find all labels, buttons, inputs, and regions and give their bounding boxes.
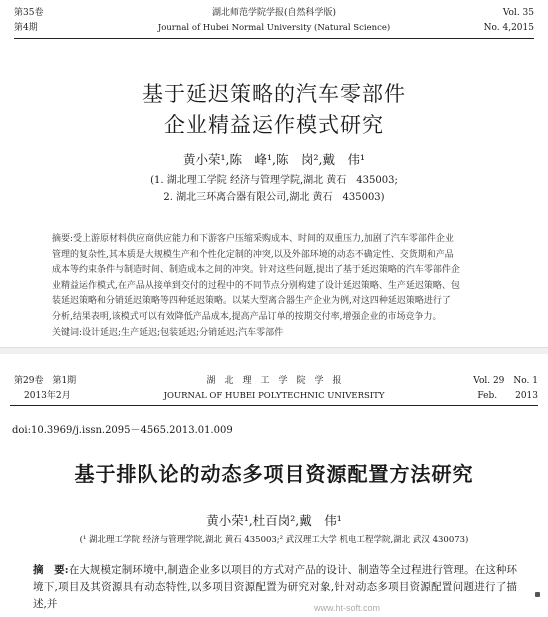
abstract-line: 业精益运作模式,在产品从接单到交付的过程中的不同节点分别构建了设计延迟策略、生产延迟策略、包 [52, 280, 460, 291]
paper2-header-journal-en: JOURNAL OF HUBEI POLYTECHNIC UNIVERSITY [163, 391, 385, 401]
paper1-title-line2: 企业精益运作模式研究 [164, 113, 384, 137]
abstract-line: 摘要:受上游原材料供应商供应能力和下游客户压缩采购成本、时间的双重压力,加剧了汽车零部件企业 [52, 234, 454, 244]
paper1-affiliation-1: (1. 湖北理工学院 经济与管理学院,湖北 黄石 435003; [150, 175, 398, 186]
paper1-header-volume: 第35卷 [14, 8, 44, 18]
paper1-affiliation-2: 2. 湖北三环离合器有限公司,湖北 黄石 435003) [163, 192, 385, 203]
paper1-header-vol-en: Vol. 35 [502, 8, 534, 18]
abstract-line: 管理的复杂性,其本质是大规模生产和个性化定制的冲突,以及外部环境的动态不确定性、交货期和产品 [52, 249, 454, 260]
keywords-line: 关键词:设计延迟;生产延迟;包装延迟;分销延迟;汽车零部件 [52, 327, 284, 338]
paper2-header-date-en: Feb. 2013 [477, 391, 538, 401]
paper1-authors: 黄小荣¹,陈 峰¹,陈 岗²,戴 伟¹ [183, 152, 365, 167]
abstract-line: 成本等约束条件与制造时间、制造成本之间的冲突。针对这些问题,提出了基于延迟策略的汽车零部件企 [52, 265, 460, 276]
paper1-header-journal-cn: 湖北师范学院学报(自然科学版) [211, 8, 337, 18]
paper2-header-journal-cn: 湖 北 理 工 学 院 学 报 [206, 376, 342, 386]
paper1-header-rule [14, 38, 534, 39]
scan-mark [535, 592, 540, 597]
paper1-title-line1: 基于延迟策略的汽车零部件 [142, 82, 406, 106]
paper1-header-issue: 第4期 [14, 23, 38, 33]
watermark-text: www.ht-soft.com [313, 603, 380, 613]
paper2-abstract [33, 562, 517, 613]
paper2-header-date: 2013年2月 [24, 391, 71, 401]
paper2-title: 基于排队论的动态多项目资源配置方法研究 [74, 462, 474, 486]
paper2-abstract-text: 在大规模定制环境中,制造企业多以项目的方式对产品的设计、制造等全过程进行管理。在这种环境下,项目及其资源具有动态特性,以多项目资源配置为研究对象,针对动态多项目资源配置问题进行了描述,并 [33, 564, 517, 610]
paper2-doi: doi:10.3969/j.issn.2095－4565.2013.01.009 [12, 425, 233, 436]
paper2-authors: 黄小荣¹,杜百岗²,戴 伟¹ [206, 513, 342, 528]
paper1-header-no-en: No. 4,2015 [483, 23, 534, 33]
paper2-abstract-label: 摘 要: [33, 564, 69, 576]
abstract-line: 分析,结果表明,该模式可以有效降低产品成本,提高产品订单的按期交付率,增强企业的市场竞争力。 [52, 311, 442, 322]
paper1-header-journal-en: Journal of Hubei Normal University (Natural Science) [157, 23, 391, 33]
paper2-header-rule [10, 405, 538, 406]
abstract-line: 装延迟策略和分销延迟策略等四种延迟策略。以某大型离合器生产企业为例,对这四种延迟策略进行了 [52, 296, 451, 307]
scan-separator [0, 347, 548, 354]
paper1-abstract [52, 232, 492, 341]
paper2-header-vol-en: Vol. 29 No. 1 [473, 376, 538, 386]
paper2-header-volume: 第29卷 第1期 [14, 376, 77, 386]
paper2-affiliation: (¹ 湖北理工学院 经济与管理学院,湖北 黄石 435003;² 武汉理工大学 机电工程学院,湖北 武汉 430073) [79, 535, 469, 545]
